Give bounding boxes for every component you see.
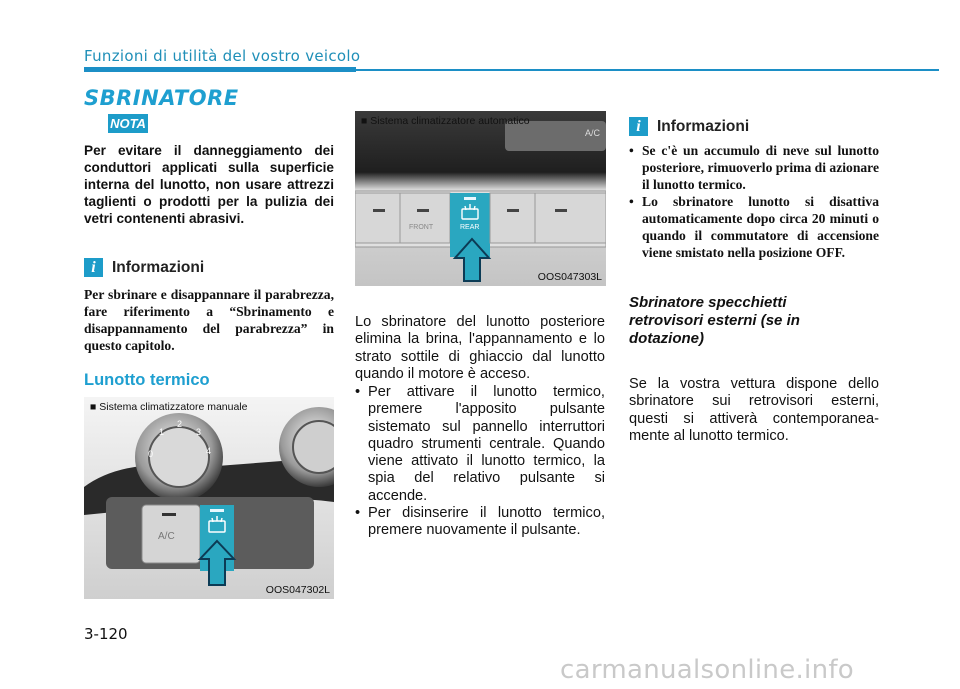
info-heading-2 xyxy=(629,117,749,136)
section-title: SBRINATORE xyxy=(84,86,239,110)
info-icon: i xyxy=(629,117,648,136)
subsection-heading-lunotto: Lunotto termico xyxy=(84,371,210,389)
header-rule-thick xyxy=(84,67,356,72)
dial-number: 2 xyxy=(177,419,183,429)
climate-panel-illustration xyxy=(84,397,334,599)
list-item: • Lo sbrinatore lunotto si disattiva automaticamente dopo circa 20 minuti o quando il commutatore di accensione viene smistato nella posizione OFF. xyxy=(629,193,879,261)
dial-number: 1 xyxy=(159,427,165,437)
chapter-header: Funzioni di utilità del vostro veicolo xyxy=(84,47,361,65)
nota-text: Per evitare il danneggiamento dei conduttori applicati sulla superficie interna del lunotto, non usare attrezzi taglienti o prodotti per la pulizia dei vetri contenenti abrasivi. xyxy=(84,143,334,226)
info-heading-1 xyxy=(84,258,204,277)
rear-label: REAR xyxy=(460,224,480,231)
mirrors-text: Se la vostra vettura dispone dello sbrinatore sui retrovisori esterni, questi si attiverà contemporanea-mente al lunotto termico. xyxy=(629,376,879,444)
ac-label: A/C xyxy=(585,128,601,138)
image-manual-climate xyxy=(84,397,334,599)
nota-badge: NOTA xyxy=(108,114,148,133)
dial-number: 3 xyxy=(196,427,202,437)
info-text-1: Per sbrinare e disappannare il parabrezza, fare riferimento a “Sbrinamento e disappannamento del parabrezza” in questo capitolo. xyxy=(84,287,334,353)
list-item: • Per attivare il lunotto termico, premere l'apposito pulsante sistemato sul pannello interruttori quadro strumenti centrale. Quando viene attivato il lunotto termico, la spia del relativo pulsante si accende. xyxy=(355,384,605,505)
lunotto-intro: Lo sbrinatore del lunotto posteriore elimina la brina, l'appannamento e lo strato sottile di ghiaccio dal lunotto quando il motore è acceso. xyxy=(355,314,605,382)
front-label: FRONT xyxy=(409,224,434,231)
list-item: • Se c'è un accumulo di neve sul lunotto posteriore, rimuoverlo prima di azionare il lunotto termico. xyxy=(629,142,879,193)
mirrors-heading: Sbrinatore specchietti retrovisori esterni (se in dotazione) xyxy=(629,294,800,347)
ac-label: A/C xyxy=(158,531,175,542)
dial-number: 4 xyxy=(206,446,212,456)
image-automatic-climate xyxy=(355,111,606,286)
header-rule-thin xyxy=(356,69,939,71)
lunotto-bullets xyxy=(355,384,605,540)
info-bullets-2 xyxy=(629,142,879,261)
page-number: 3-120 xyxy=(84,625,128,643)
info-icon: i xyxy=(84,258,103,277)
list-item: • Per disinserire il lunotto termico, premere nuovamente il pulsante. xyxy=(355,505,605,540)
image-caption: ■ Sistema climatizzatore manuale xyxy=(90,401,248,413)
dial-number: 0 xyxy=(148,449,154,459)
image-caption: ■ Sistema climatizzatore automatico xyxy=(361,115,530,127)
climate-panel-illustration xyxy=(355,111,606,286)
image-code: OOS047302L xyxy=(265,584,330,596)
info-heading-label: Informazioni xyxy=(112,258,205,276)
watermark: carmanualsonline.info xyxy=(560,655,855,685)
info-heading-label: Informazioni xyxy=(657,117,750,135)
image-code: OOS047303L xyxy=(537,271,602,283)
